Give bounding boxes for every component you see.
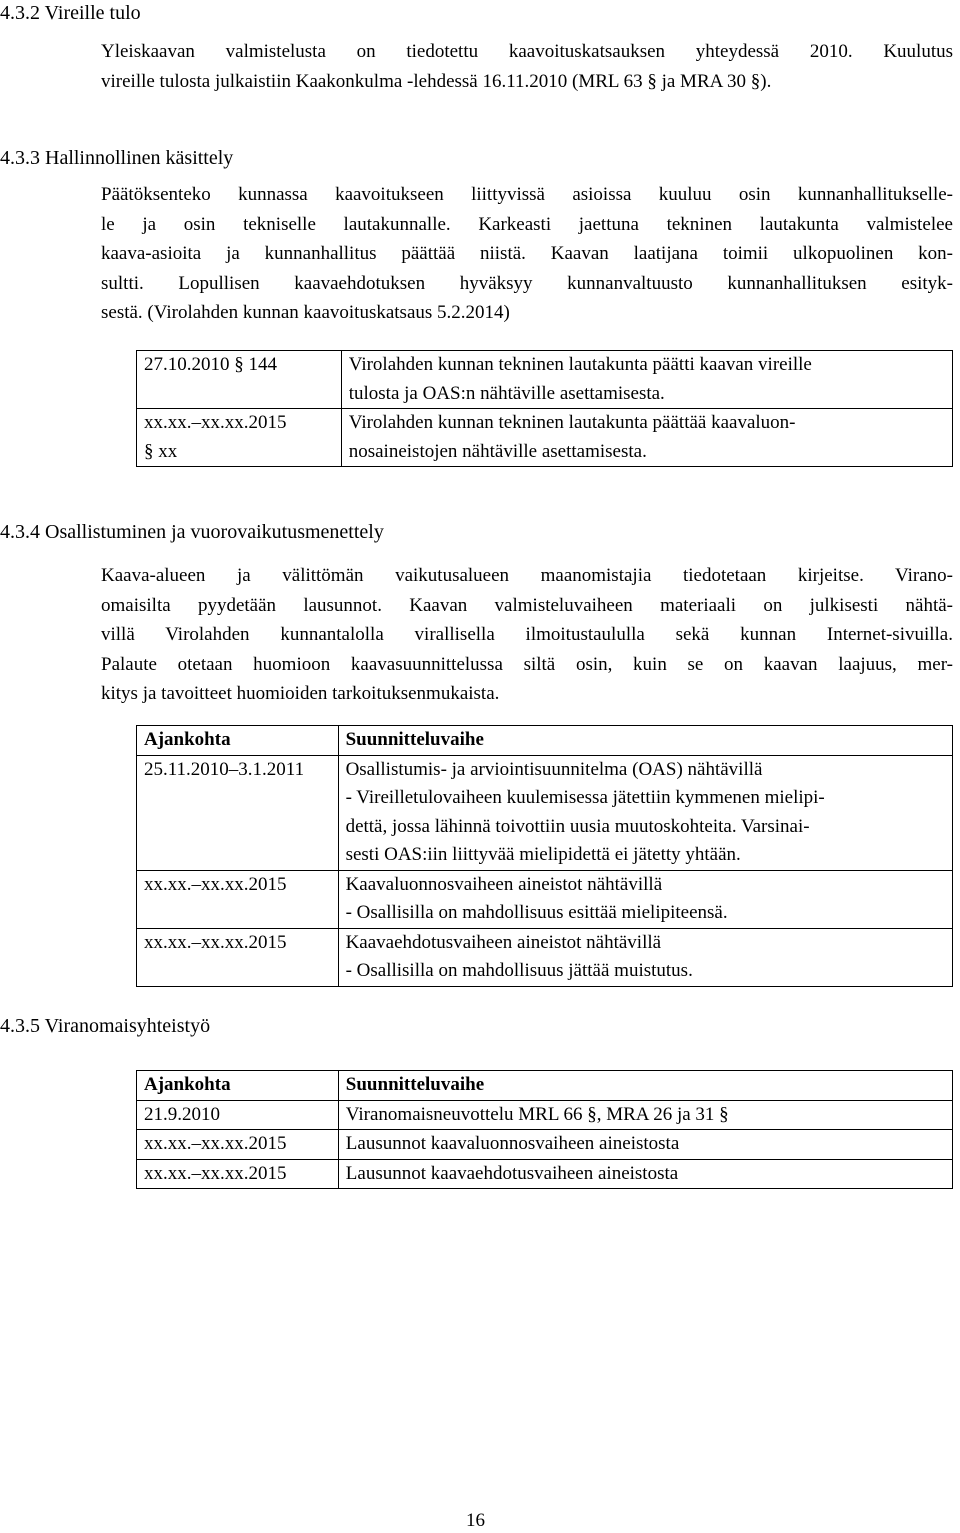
column-header-ajankohta: Ajankohta [137,726,339,756]
phase-text-line: - Osallisilla on mahdollisuus jättää muistutus. [345,960,693,981]
section-heading-4-3-5: 4.3.5 Viranomaisyhteistyö [0,1015,211,1037]
phase-text-line: Osallistumis- ja arviointisuunnitelma (OAS) nähtävillä [345,758,763,780]
phase-cell: Viranomaisneuvottelu MRL 66 §, MRA 26 ja 31 § [338,1100,952,1130]
table-header-row [137,1071,953,1101]
paragraph-line: Kaava-alueen ja välittömän vaikutusalueen maanomistajia tiedotetaan kirjeitse. Virano- [101,565,953,586]
table-row [137,409,953,467]
participation-table [136,725,953,987]
paragraph-line: sultti. Lopullisen kaavaehdotuksen hyväksyy kunnanvaltuusto kunnanhallituksen esityk- [101,272,953,294]
table-row [137,1100,953,1130]
date-cell: 21.9.2010 [137,1100,339,1130]
phase-text-line: Kaavaehdotusvaiheen aineistot nähtävillä [345,931,662,953]
table-row [137,870,953,928]
paragraph-line: villä Virolahden kunnantalolla virallisella ilmoitustaululla sekä kunnan Internet-sivuilla. [101,624,953,645]
authority-table [136,1070,953,1189]
decision-date-cell [137,409,342,467]
paragraph-line: vireille tulosta julkaistiin Kaakonkulma -lehdessä 16.11.2010 (MRL 63 § ja MRA 30 §). [101,70,772,92]
decision-date: § xx [144,440,178,462]
phase-text-line: - Osallisilla on mahdollisuus esittää mielipiteensä. [345,902,728,923]
decision-text-line: nosaineistojen nähtäville asettamisesta. [348,440,647,462]
paragraph-osallistuminen [101,561,953,709]
section-heading-4-3-3: 4.3.3 Hallinnollinen käsittely [0,147,234,169]
decision-date-cell [137,351,342,409]
decision-text-line: Virolahden kunnan tekninen lautakunta päättää kaavaluon- [348,412,796,433]
paragraph-line: Päätöksenteko kunnassa kaavoitukseen liittyvissä asioissa kuuluu osin kunnanhallitukselle- [101,184,953,205]
table-header-row [137,726,953,756]
decision-table [136,350,953,467]
phase-cell [338,870,952,928]
paragraph-line: Yleiskaavan valmistelusta on tiedotettu kaavoituskatsauksen yhteydessä 2010. Kuulutus [101,41,953,62]
table-row [137,928,953,986]
paragraph-line: sestä. (Virolahden kunnan kaavoituskatsaus 5.2.2014) [101,302,510,323]
date-cell: xx.xx.–xx.xx.2015 [137,1159,339,1189]
paragraph-line: Palaute otetaan huomioon kaavasuunnittelussa siltä osin, kuin se on kaavan laajuus, mer- [101,653,953,675]
column-header-suunnitteluvaihe: Suunnitteluvaihe [338,1071,952,1101]
date-cell: xx.xx.–xx.xx.2015 [137,1130,339,1160]
date-cell: xx.xx.–xx.xx.2015 [137,870,339,928]
paragraph-line: kitys ja tavoitteet huomioiden tarkoituksenmukaista. [101,683,500,704]
phase-cell: Lausunnot kaavaehdotusvaiheen aineistosta [338,1159,952,1189]
table-row [137,351,953,409]
decision-text-line: tulosta ja OAS:n nähtäville asettamisesta. [348,382,665,404]
paragraph-vireille-tulo [101,37,953,96]
phase-cell [338,928,952,986]
section-heading-4-3-2: 4.3.2 Vireille tulo [0,2,141,24]
phase-text-line: dettä, jossa lähinnä toivottiin uusia muutoskohteita. Varsinai- [345,815,810,837]
table-row [137,1130,953,1160]
paragraph-line: omaisilta pyydetään lausunnot. Kaavan valmisteluvaiheen materiaali on julkisesti nähtä- [101,594,953,616]
decision-date: xx.xx.–xx.xx.2015 [144,412,287,433]
decision-text-cell [341,351,952,409]
phase-text-line: sesti OAS:iin liittyvää mielipidettä ei jätetty yhtään. [345,844,741,865]
phase-cell [338,755,952,870]
date-cell: xx.xx.–xx.xx.2015 [137,928,339,986]
decision-text-cell [341,409,952,467]
table-row [137,1159,953,1189]
paragraph-line: kaava-asioita ja kunnanhallitus päättää niistä. Kaavan laatijana toimii ulkopuolinen kon- [101,243,953,264]
paragraph-line: le ja osin tekniselle lautakunnalle. Karkeasti jaettuna tekninen lautakunta valmistelee [101,213,953,235]
decision-date: 27.10.2010 § 144 [144,354,277,375]
phase-text-line: - Vireilletulovaiheen kuulemisessa jätettiin kymmenen mielipi- [345,787,825,808]
paragraph-hallinnollinen-kasittely [101,180,953,328]
date-cell: 25.11.2010–3.1.2011 [137,755,339,870]
section-heading-4-3-4: 4.3.4 Osallistuminen ja vuorovaikutusmenettely [0,521,384,543]
phase-text-line: Kaavaluonnosvaiheen aineistot nähtävillä [345,873,663,895]
phase-cell: Lausunnot kaavaluonnosvaiheen aineistosta [338,1130,952,1160]
column-header-suunnitteluvaihe: Suunnitteluvaihe [338,726,952,756]
column-header-ajankohta: Ajankohta [137,1071,339,1101]
page-number: 16 [466,1510,485,1531]
table-row [137,755,953,870]
decision-text-line: Virolahden kunnan tekninen lautakunta päätti kaavan vireille [348,354,812,375]
